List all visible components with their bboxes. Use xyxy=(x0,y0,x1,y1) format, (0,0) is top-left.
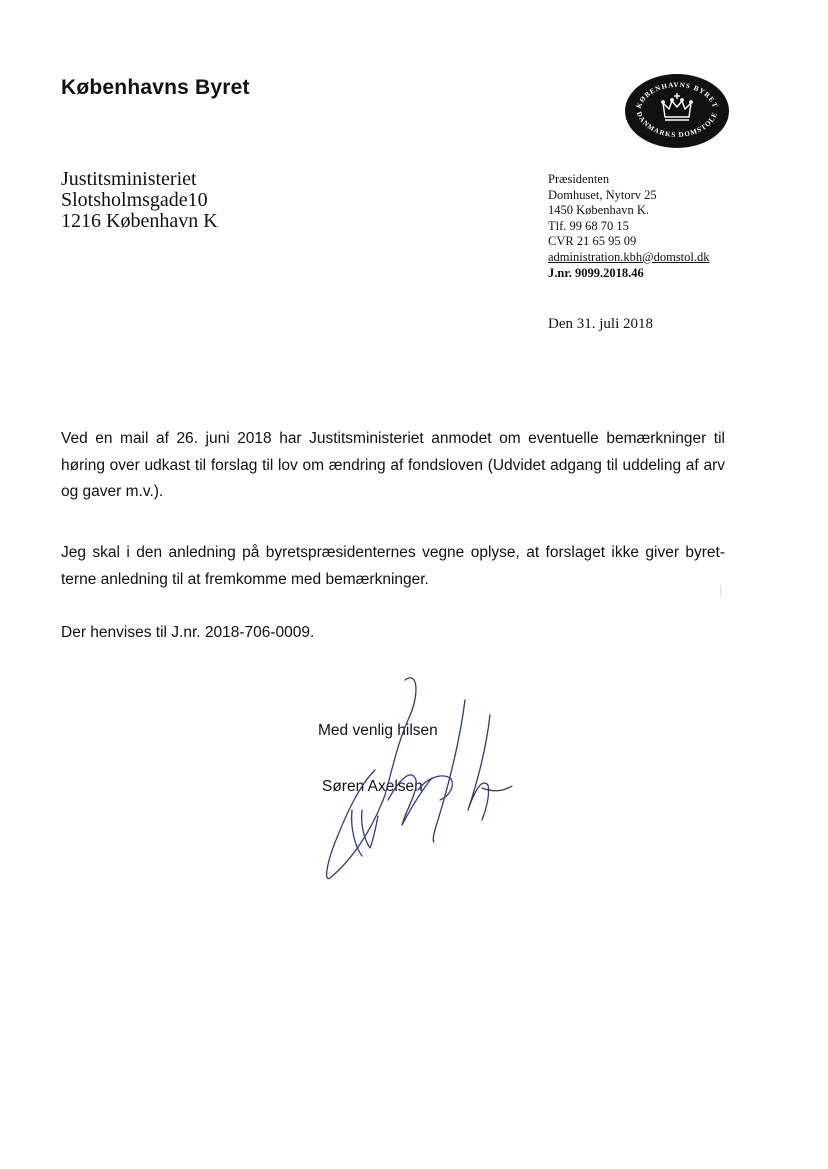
sender-address-1: Domhuset, Nytorv 25 xyxy=(548,187,657,202)
signer-name: Søren Axelsen xyxy=(322,778,423,795)
handwritten-signature xyxy=(300,660,530,890)
recipient-name: Justitsministeriet xyxy=(61,168,197,190)
sender-email-link[interactable]: administration.kbh@domstol.dk xyxy=(548,249,710,264)
body-paragraph-3: Der henvises til J.nr. 2018-706-0009. xyxy=(61,624,315,641)
court-name: Københavns Byret xyxy=(61,76,250,99)
body-paragraph-1: Ved en mail af 26. juni 2018 har Justitsministeriet anmodet om eventuelle bemærkninger til høring over udkast til forslag til lov om ændring af fondsloven (Udvidet adgang til uddeling af arv og gaver m.v.). xyxy=(61,430,725,500)
recipient-city: 1216 København K xyxy=(61,210,218,232)
sender-cvr: CVR 21 65 95 09 xyxy=(548,234,637,249)
court-seal-logo xyxy=(624,73,730,149)
sender-title: Præsidenten xyxy=(548,172,610,186)
sender-phone: Tlf. 99 68 70 15 xyxy=(548,218,629,233)
scan-artifact xyxy=(720,585,721,597)
seal-text-top: KØBENHAVNS BYRET xyxy=(634,80,720,110)
sender-block xyxy=(548,172,710,281)
sender-address-2: 1450 København K. xyxy=(548,203,650,218)
recipient-address xyxy=(61,169,218,232)
body-paragraph-2: Jeg skal i den anledning på byretspræsidenternes vegne oplyse, at forslaget ikke giver byret-terne anledning til at fremkomme med bemærkninger. xyxy=(61,544,725,588)
closing-greeting: Med venlig hilsen xyxy=(318,722,438,739)
seal-text-bottom: DANMARKS DOMSTOLE xyxy=(634,110,720,140)
sender-journal-number: J.nr. 9099.2018.46 xyxy=(548,265,644,280)
recipient-street: Slotsholmsgade10 xyxy=(61,189,208,211)
letter-date: Den 31. juli 2018 xyxy=(548,316,653,332)
